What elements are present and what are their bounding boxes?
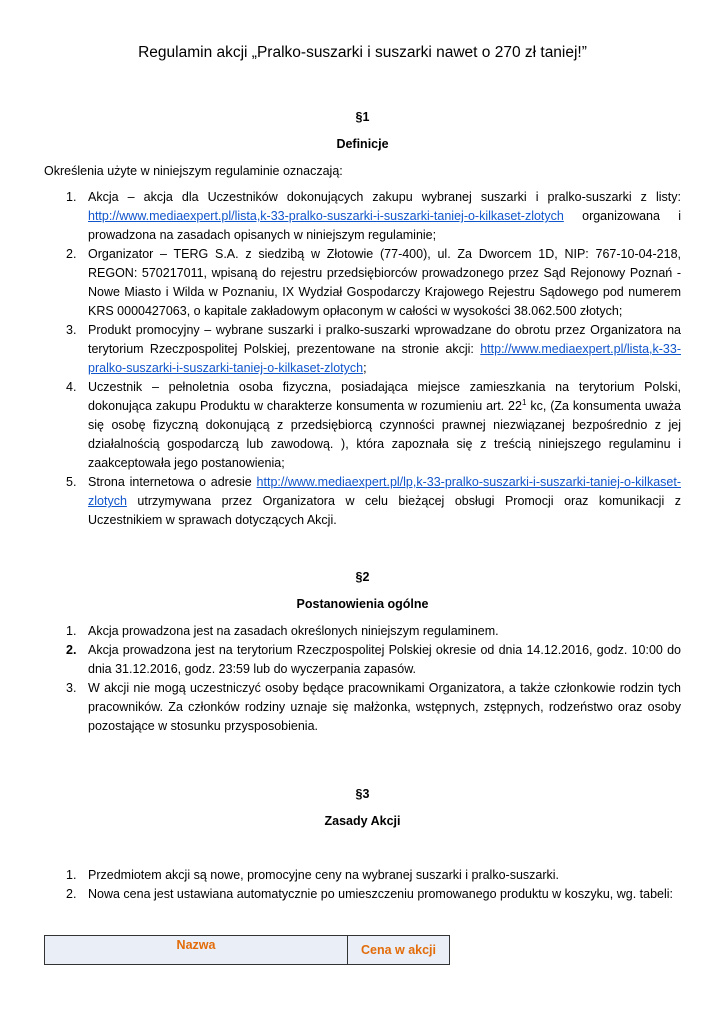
list-item: [44, 321, 681, 378]
list-item: [44, 188, 681, 245]
list-number: 5.: [66, 475, 77, 489]
definition-text: Produkt promocyjny – wybrane suszarki i pralko-suszarki wprowadzane do obrotu przez Organizatora na terytorium Rzeczpospolitej Polskiej, prezentowane na stronie akcji:: [88, 323, 681, 356]
rule-text: Nowa cena jest ustawiana automatycznie po umieszczeniu promowanego produktu w koszyku, wg. tabeli:: [88, 887, 674, 901]
definition-text: Uczestnik – pełnoletnia osoba fizyczna, posiadająca miejsce zamieszkania na terytorium Polski, dokonująca zakupu Produktu w charakterze konsumenta w rozumieniu art. 22: [88, 380, 681, 413]
section-1-heading: Definicje: [336, 137, 389, 151]
definition-text: Akcja – akcja dla Uczestników dokonujących zakupu wybranej suszarki i pralko-suszarki z listy:: [88, 190, 681, 204]
table-header-row: [45, 936, 450, 965]
list-item: [44, 245, 681, 321]
definition-text: kc, (Za konsumenta uważa się osobę fizyczną dokonującą z przedsiębiorcą czynności prawnej niezwiązanej bezpośrednio z jej działalnością gospodarczą lub zawodową. ), która zapoznała się z treścią niniejszego regulaminu i zaakceptowała jego postanowienia;: [88, 399, 681, 470]
list-item: [44, 885, 681, 904]
product-price-table: [44, 935, 450, 965]
list-number: 3.: [66, 681, 77, 695]
provision-text: Akcja prowadzona jest na terytorium Rzeczpospolitej Polskiej okresie od dnia 14.12.2016, godz. 10:00 do dnia 31.12.2016, godz. 23:59 lub do wyczerpania zapasów.: [88, 643, 681, 676]
definitions-list: [44, 188, 681, 530]
column-header-price: Cena w akcji: [348, 936, 450, 965]
definition-text: ;: [363, 361, 367, 375]
provision-text: W akcji nie mogą uczestniczyć osoby będące pracownikami Organizatora, a także członkowie rodzin tych pracowników. Za członków rodziny uznaje się małżonka, wstępnych, zstępnych, rodzeństwo oraz osoby pozostające w stosunku przysposobienia.: [88, 681, 681, 733]
list-number: 4.: [66, 380, 77, 394]
website-link[interactable]: http://www.mediaexpert.pl/lp,k-33-pralko-suszarki-i-suszarki-taniej-o-kilkaset-zlotych: [88, 475, 681, 508]
definition-text: organizowana i prowadzona na zasadach opisanych w niniejszym regulaminie;: [88, 209, 681, 242]
list-number: 2.: [66, 643, 77, 657]
campaign-page-link[interactable]: http://www.mediaexpert.pl/lista,k-33-pralko-suszarki-i-suszarki-taniej-o-kilkaset-zlotych: [88, 342, 681, 375]
section-2-number: §2: [355, 570, 370, 584]
general-provisions-list: [44, 622, 681, 736]
provision-text: Akcja prowadzona jest na zasadach określonych niniejszym regulaminem.: [88, 624, 499, 638]
definition-text: Organizator – TERG S.A. z siedzibą w Złotowie (77-400), ul. Za Dworcem 1D, NIP: 767-10-04-218, REGON: 570217011, wpisaną do rejestru przedsiębiorców prowadzonego przez Sąd Rejonowy Poznań - Nowe Miasto i Wilda w Poznaniu, IX Wydział Gospodarczy Krajowego Rejestru Sądowego pod numerem KRS 0000427063, o kapitale zakładowym opłaconym w całości w wysokości 38.062.500 złotych;: [88, 247, 681, 318]
list-number: 1.: [66, 868, 77, 882]
section-1-number: §1: [355, 110, 370, 124]
section-2-heading: Postanowienia ogólne: [296, 597, 429, 611]
definition-text: utrzymywana przez Organizatora w celu bieżącej obsługi Promocji oraz komunikacji z Uczestnikiem w sprawach dotyczących Akcji.: [88, 494, 681, 527]
definition-text: Strona internetowa o adresie: [88, 475, 257, 489]
list-number: 3.: [66, 323, 77, 337]
column-header-name: Nazwa: [45, 936, 348, 965]
list-item: [44, 473, 681, 530]
list-number: 2.: [66, 247, 77, 261]
rule-text: Przedmiotem akcji są nowe, promocyjne ceny na wybranej suszarki i pralko-suszarki.: [88, 868, 560, 882]
document-title: Regulamin akcji „Pralko-suszarki i suszarki nawet o 270 zł taniej!”: [138, 44, 587, 61]
list-item: [44, 622, 681, 641]
list-number: 1.: [66, 624, 77, 638]
section-1-intro: Określenia użyte w niniejszym regulaminie oznaczają:: [44, 164, 343, 178]
section-3-heading: Zasady Akcji: [324, 814, 401, 828]
campaign-list-link[interactable]: http://www.mediaexpert.pl/lista,k-33-pralko-suszarki-i-suszarki-taniej-o-kilkaset-zlotych: [88, 209, 564, 223]
list-number: 2.: [66, 887, 77, 901]
footnote-superscript: 1: [521, 397, 527, 407]
list-number: 1.: [66, 190, 77, 204]
list-item: [44, 378, 681, 473]
list-item: [44, 866, 681, 885]
list-item: [44, 679, 681, 736]
campaign-rules-list: [44, 866, 681, 904]
section-3-number: §3: [355, 787, 370, 801]
list-item: [44, 641, 681, 679]
